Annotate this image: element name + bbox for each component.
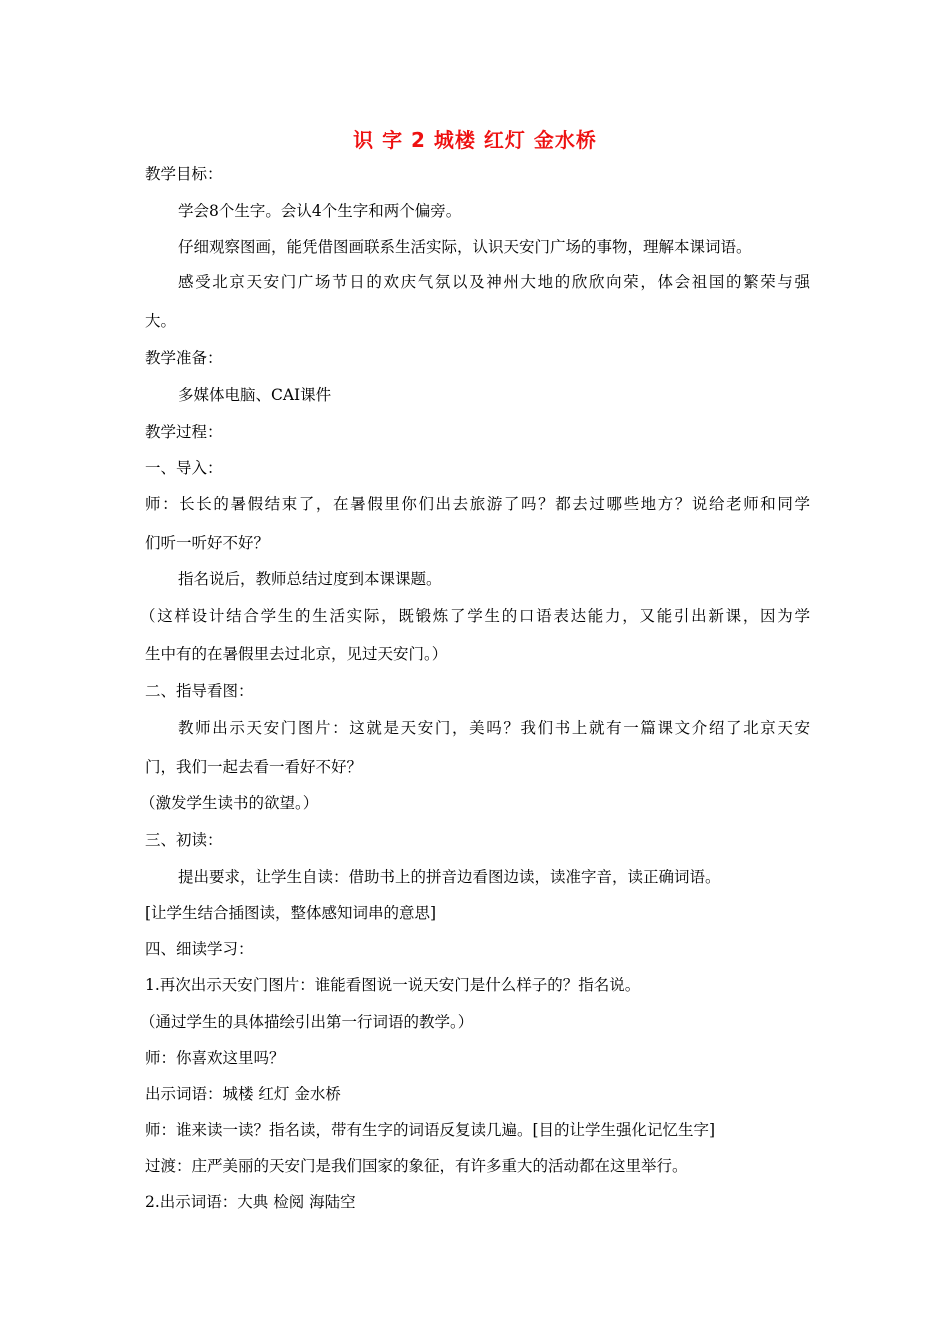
paragraph: 提出要求，让学生自读：借助书上的拼音边看图边读，读准字音，读正确词语。 bbox=[178, 868, 721, 886]
paragraph-note: [让学生结合插图读，整体感知词串的意思] bbox=[145, 904, 437, 922]
paragraph-note: （激发学生读书的欲望。） bbox=[140, 794, 319, 812]
paragraph: 出示词语：城楼 红灯 金水桥 bbox=[145, 1085, 341, 1103]
paragraph: 教师出示天安门图片：这就是天安门，美吗？我们书上就有一篇课文介绍了北京天安 bbox=[178, 719, 810, 737]
paragraph: 仔细观察图画，能凭借图画联系生活实际，认识天安门广场的事物，理解本课词语。 bbox=[178, 238, 752, 256]
paragraph-note: （这样设计结合学生的生活实际，既锻炼了学生的口语表达能力，又能引出新课，因为学 bbox=[140, 607, 810, 625]
subheading: 四、细读学习： bbox=[145, 940, 254, 958]
paragraph: 2.出示词语：大典 检阅 海陆空 bbox=[145, 1193, 356, 1211]
paragraph: 指名说后，教师总结过度到本课课题。 bbox=[178, 570, 442, 588]
section-heading-process: 教学过程： bbox=[145, 423, 223, 441]
paragraph-continuation: 们听一听好不好？ bbox=[145, 534, 270, 552]
paragraph: 感受北京天安门广场节日的欢庆气氛以及神州大地的欣欣向荣，体会祖国的繁荣与强 bbox=[178, 273, 810, 291]
subheading: 一、导入： bbox=[145, 459, 223, 477]
subheading: 三、初读： bbox=[145, 831, 223, 849]
paragraph: 师：长长的暑假结束了，在暑假里你们出去旅游了吗？都去过哪些地方？说给老师和同学 bbox=[145, 495, 810, 513]
paragraph-continuation: 门，我们一起去看一看好不好？ bbox=[145, 758, 363, 776]
subheading: 二、指导看图： bbox=[145, 682, 254, 700]
paragraph-continuation: 生中有的在暑假里去过北京，见过天安门。） bbox=[145, 645, 448, 663]
paragraph: 学会8个生字。会认4个生字和两个偏旁。 bbox=[178, 202, 462, 220]
section-heading-preparation: 教学准备： bbox=[145, 349, 223, 367]
paragraph: 师：你喜欢这里吗？ bbox=[145, 1049, 285, 1067]
paragraph-note: （通过学生的具体描绘引出第一行词语的教学。） bbox=[140, 1013, 474, 1031]
paragraph: 1.再次出示天安门图片：谁能看图说一说天安门是什么样子的？指名说。 bbox=[145, 976, 641, 994]
paragraph: 师：谁来读一读？指名读，带有生字的词语反复读几遍。[目的让学生强化记忆生字] bbox=[145, 1121, 716, 1139]
document-title: 识 字 2 城楼 红灯 金水桥 bbox=[353, 128, 597, 152]
paragraph: 多媒体电脑、CAI课件 bbox=[178, 386, 332, 404]
paragraph: 过渡：庄严美丽的天安门是我们国家的象征，有许多重大的活动都在这里举行。 bbox=[145, 1157, 688, 1175]
section-heading-goals: 教学目标： bbox=[145, 165, 223, 183]
paragraph-continuation: 大。 bbox=[145, 312, 177, 330]
